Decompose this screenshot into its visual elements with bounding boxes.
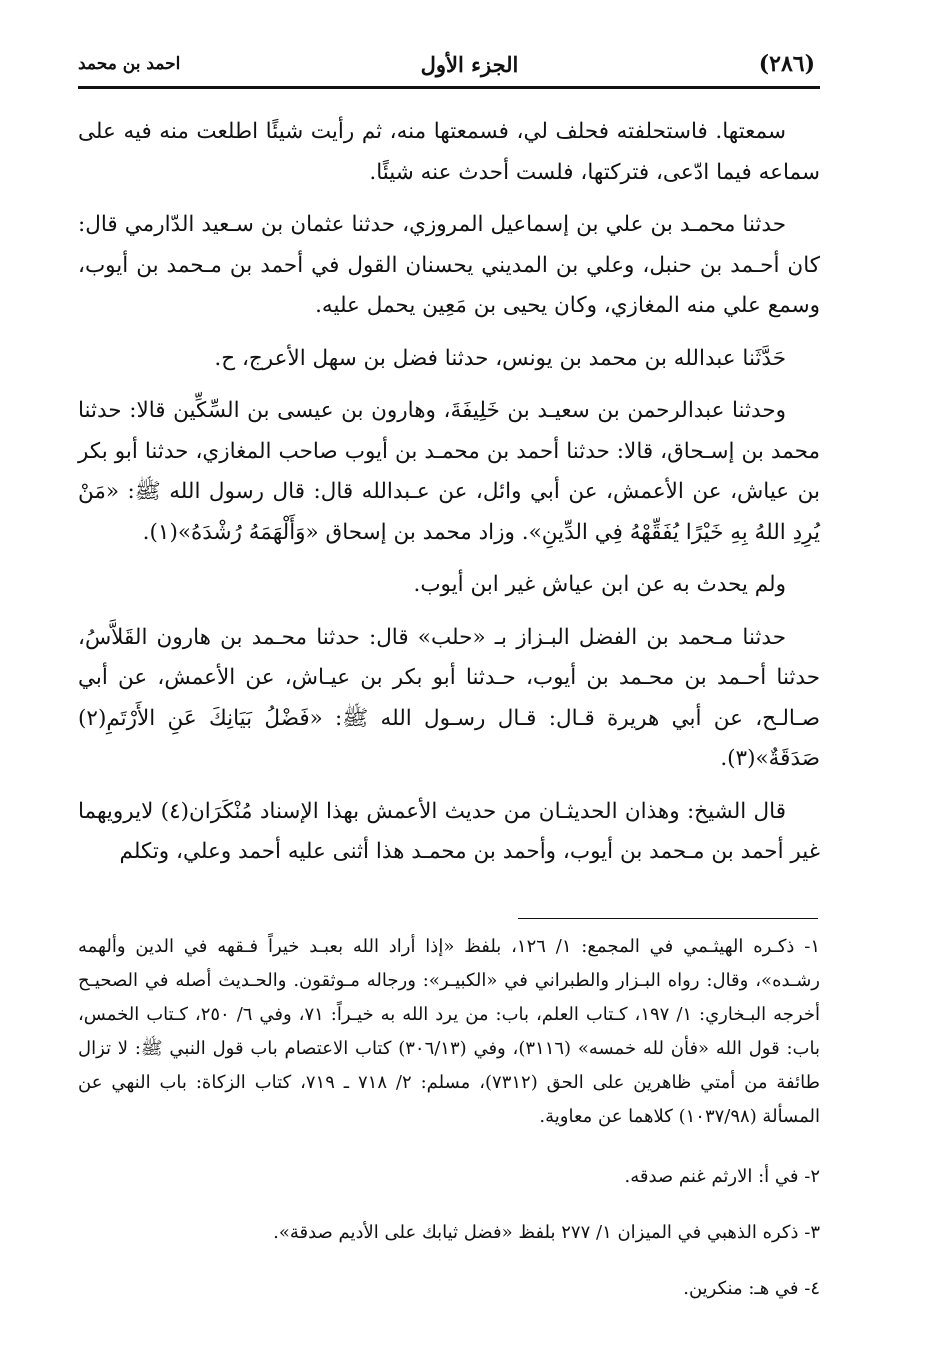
footnotes <box>78 930 820 1328</box>
header-rule <box>78 86 820 89</box>
page-header <box>78 44 815 84</box>
main-text <box>78 112 820 885</box>
part-title: الجزء الأول <box>420 51 519 77</box>
footnote-2: ٢- في أ: الارثم غنم صدقه. <box>624 1166 820 1187</box>
page-number: (٢٨٦) <box>758 51 815 77</box>
paragraph-2: حدثنا محمـد بن علي بن إسماعيل المروزي، حدثنا عثمان بن سـعيد الدّارمي قال: كان أحـمد بن حنبل، وعلي بن المديني يحسنان القول في أحمد بن مـحمد بن أيوب، وسمع علي منه المغازي، وكان يحيى بن مَعِين يحمل عليه. <box>78 212 820 318</box>
paragraph-1: سمعتها. فاستحلفته فحلف لي، فسمعتها منه، ثم رأيت شيئًا اطلعت منه فيه على سماعه فيما ادّعى، فتركتها، فلست أحدث عنه شيئًا. <box>78 119 820 185</box>
paragraph-3: حَدَّثَنا عبدالله بن محمد بن يونس، حدثنا فضل بن سهل الأعرج، ح. <box>214 345 786 371</box>
footnote-separator <box>518 918 818 919</box>
footnote-4: ٤- في هـ: منكرين. <box>683 1278 820 1299</box>
footnote-3: ٣- ذكره الذهبي في الميزان ١/ ٢٧٧ بلفظ «فضل ثيابك على الأديم صدقة». <box>273 1222 820 1243</box>
paragraph-4: وحدثنا عبدالرحمن بن سعيـد بن خَلِيفَةَ، وهارون بن عيسى بن السِّكِّين قالا: حدثنا محمد بن إسـحاق، قالا: حدثنا أحمد بن محمـد بن أيوب صاحب المغازي، حدثنا أبو بكر بن عياش، عن الأعمش، عن أبي وائل، عن عـبدالله قال: قال رسول الله ﷺ: «مَنْ يُرِدِ اللهُ بِهِ خَيْرًا يُفَقِّهْهُ فِي الدِّينِ». وزاد محمد بن إسحاق «وَأَلْهَمَهُ رُشْدَهُ»(١). <box>78 398 820 545</box>
paragraph-5: ولم يحدث به عن ابن عياش غير ابن أيوب. <box>413 572 786 597</box>
paragraph-7: قال الشيخ: وهذان الحديثـان من حديث الأعمش بهذا الإسناد مُنْكَرَان(٤) لايرويهما غير أحمد بن مـحمد بن أيوب، وأحمد بن محمـد هذا أثنى عليه أحمد وعلي، وتكلم <box>78 798 820 864</box>
running-head: احمد بن محمد <box>78 54 181 74</box>
footnote-1: ١- ذكـره الهيثـمي في المجمع: ١/ ١٢٦، بلفظ «إذا أراد الله بعبـد خيراً فـقهه في الدين وألهمه رشـده»، وقال: رواه البـزار والطبراني في «الكبيـر»: ورجاله مـوثقون. والحـديث أصله في الصحيـح أخرجه البـخاري: ١/ ١٩٧، كـتاب العلم، باب: من يرد الله به خيـراً: ٧١، وفي ٦/ ٢٥٠، كـتاب الخمس، باب: قول الله «فأن لله خمسه» (٣١١٦)، وفي (٣٠٦/١٣) كتاب الاعتصام باب قول النبي ﷺ: لا تزال طائفة من أمتي ظاهرين على الحق (٧٣١٢)، مسلم: ٢/ ٧١٨ ـ ٧١٩، كتاب الزكاة: باب النهي عن المسألة (١٠٣٧/٩٨) كلاهما عن معاوية. <box>78 936 820 1127</box>
paragraph-6: حدثنا مـحمد بن الفضل البـزاز بـ «حلب» قال: حدثنا محـمد بن هارون القَلاَّسُ، حدثنا أحـمد بن محـمد بن أيوب، حـدثنا أبو بكر بن عيـاش، عن الأعمش، عن أبي صـالـح، عن أبي هريرة قـال: قـال رسـول الله ﷺ: «فَضْلُ بَيَانِكَ عَنِ الأَرْتَمِ(٢) صَدَقَةٌ»(٣). <box>78 624 820 771</box>
